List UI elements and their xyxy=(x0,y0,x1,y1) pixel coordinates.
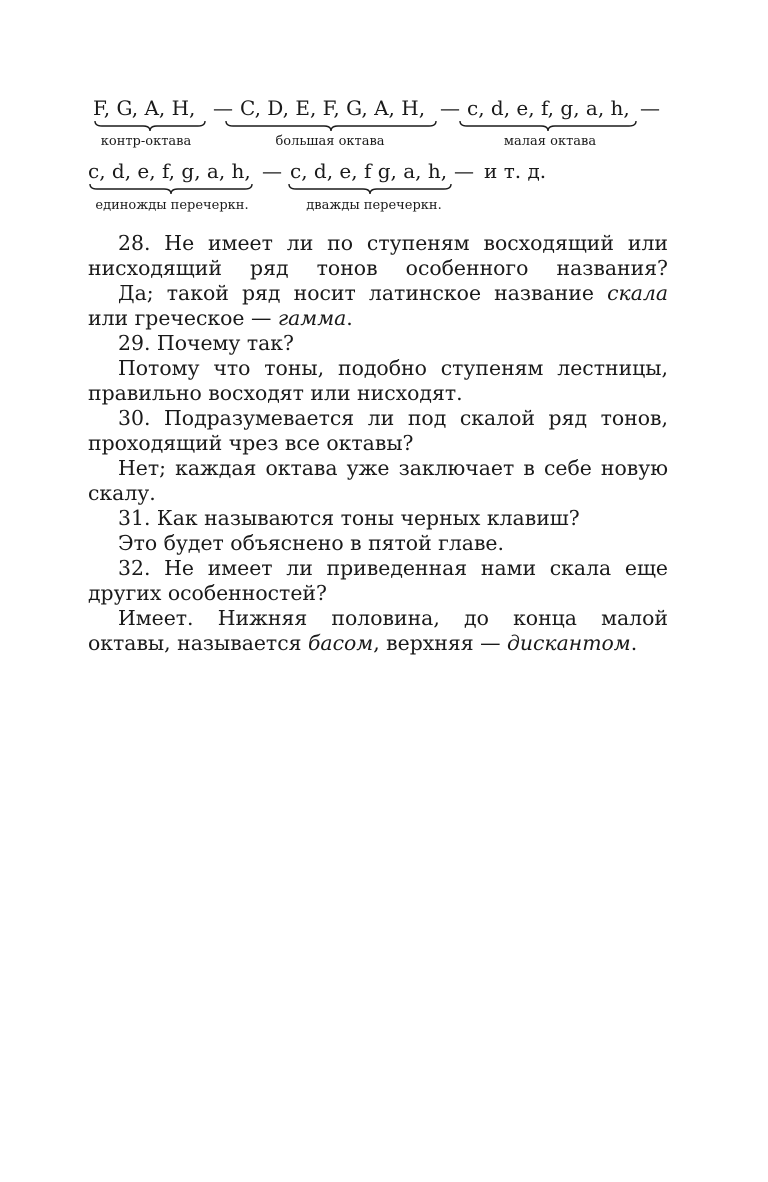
dash: — xyxy=(454,159,474,183)
dash: — xyxy=(262,159,282,183)
question-29: 29. Почему так? xyxy=(118,331,294,355)
answer-31: Это будет объяснено в пятой главе. xyxy=(118,531,504,555)
once-line-octave-label: единожды перечеркн. xyxy=(95,198,249,213)
answer-32: Имеет. Нижняя половина, до конца малой октавы, называется басом, верхняя — дискантом. xyxy=(88,606,668,655)
great-octave-label: большая октава xyxy=(275,134,385,149)
great-octave-brace xyxy=(225,120,437,132)
term-scala: скала xyxy=(607,281,668,305)
question-30: 30. Подразумевается ли под скалой ряд тонов, проходящий чрез все октавы? xyxy=(88,406,668,455)
term-gamma: гамма xyxy=(277,306,347,330)
question-32: 32. Не имеет ли приведенная нами скала еще других особенностей? xyxy=(88,556,668,605)
dash: — xyxy=(440,96,460,120)
contra-octave-brace xyxy=(94,120,206,132)
small-octave-notes: c, d, e, f, g, a, h, xyxy=(467,96,630,120)
contra-octave-label: контр-октава xyxy=(100,134,192,149)
dash: — xyxy=(213,96,233,120)
qa-text-block xyxy=(88,231,668,656)
once-line-octave-notes: c, d, e, f, g, a, h, xyxy=(88,159,251,183)
twice-line-octave-brace xyxy=(288,183,452,195)
dash: — xyxy=(640,96,660,120)
twice-line-octave-notes: c, d, e, f g, a, h, xyxy=(290,159,448,183)
great-octave-notes: C, D, E, F, G, A, H, xyxy=(240,96,426,120)
answer-29: Потому что тоны, подобно ступеням лестницы, правильно восходят или нисходят. xyxy=(88,356,668,405)
contra-octave-notes: F, G, A, H, xyxy=(93,96,196,120)
question-31: 31. Как называются тоны черных клавиш? xyxy=(118,506,580,530)
question-28: 28. Не имеет ли по ступеням восходящий или нисходящий ряд тонов особенного названия? xyxy=(88,231,668,280)
small-octave-brace xyxy=(459,120,637,132)
twice-line-octave-label: дважды перечеркн. xyxy=(306,198,442,213)
term-bass: басом xyxy=(307,631,374,655)
etc-text: и т. д. xyxy=(484,159,547,183)
once-line-octave-brace xyxy=(89,183,253,195)
answer-28: Да; такой ряд носит латинское название скала или греческое — гамма. xyxy=(88,281,668,330)
answer-30: Нет; каждая октава уже заключает в себе новую скалу. xyxy=(88,456,668,505)
small-octave-label: малая октава xyxy=(503,134,597,149)
term-descant: дискантом xyxy=(506,631,631,655)
